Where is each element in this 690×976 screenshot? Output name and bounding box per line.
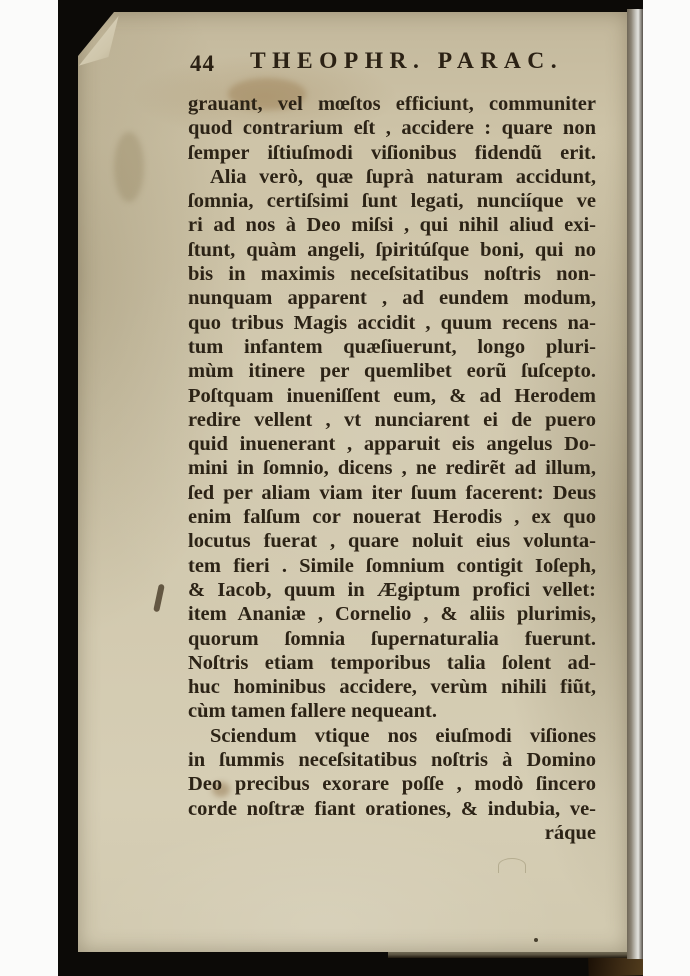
text-line: grauant, vel mœſtos efficiunt, communiter	[188, 93, 596, 115]
text-line: bis in maximis neceſsitatibus noſtris non-	[188, 263, 596, 286]
page-header	[188, 48, 596, 80]
text-line: & Iacob, quum in Ægiptum profici vellet:	[188, 578, 596, 601]
paper-fiber-mark	[498, 858, 526, 873]
text-line: mùm itinere per quemlibet eorũ ſuſcepto.	[188, 360, 596, 383]
text-line: ſtunt, quàm angeli, ſpiritúſque boni, qui no	[188, 238, 596, 261]
catchword: ráque	[544, 822, 596, 844]
scanner-background	[58, 0, 643, 976]
text-line: ri ad nos à Deo miſsi , qui nihil aliud exi-	[188, 214, 596, 237]
text-line: quo tribus Magis accidit , quum recens na-	[188, 311, 596, 334]
margin-ink-mark	[153, 584, 165, 613]
text-line: ſemper iſtiuſmodi viſionibus fidendũ erit.	[188, 141, 596, 164]
text-line: nunquam apparent , ad eundem modum,	[188, 287, 596, 310]
text-line: locutus fuerat , quare noluit eius volunta-	[188, 530, 596, 553]
text-line: huc hominibus accidere, verùm nihili fiũt,	[188, 676, 596, 699]
running-header: THEOPHR. PARAC.	[250, 48, 564, 74]
text-line: redire vellent , vt nunciarent ei de puero	[188, 408, 596, 431]
text-line: quod contrarium eſt , accidere : quare non	[188, 117, 596, 140]
paper-speck	[534, 938, 538, 942]
text-line: quorum ſomnia ſupernaturalia fuerunt.	[188, 627, 596, 650]
text-line: mini in ſomnio, dicens , ne redirẽt ad illum,	[188, 457, 596, 480]
page-number: 44	[190, 51, 215, 76]
book-page	[78, 12, 628, 952]
text-line: Alia verò, quæ ſuprà naturam accidunt,	[210, 165, 596, 188]
text-line: ſed per aliam viam iter ſuum facerent: Deus	[188, 481, 596, 504]
text-line: in ſummis neceſsitatibus noſtris à Domino	[188, 749, 596, 772]
text-line: Deo precibus exorare poſſe , modò ſincero	[188, 773, 596, 796]
text-line: ſomnia, certiſsimi ſunt legati, nunciíque ve	[188, 190, 596, 213]
paper-stain	[114, 132, 144, 202]
page-fore-edge	[627, 9, 643, 959]
text-line: quid inuenerant , apparuit eis angelus Do-	[188, 433, 596, 456]
text-line: Sciendum vtique nos eiuſmodi viſiones	[210, 724, 596, 747]
text-line: tem fieri . Simile ſomnium contigit Ioſeph,	[188, 554, 596, 577]
text-line: corde noſtræ fiant orationes, & indubia, ve-	[188, 797, 596, 820]
text-line: tum infantem quæſiuerunt, longo pluri-	[188, 335, 596, 358]
text-line: item Ananiæ , Cornelio , & aliis plurimis,	[188, 603, 596, 626]
text-line: Noſtris etiam temporibus talia ſolent ad-	[188, 651, 596, 674]
text-line: enim falſum cor nouerat Herodis , ex quo	[188, 506, 596, 529]
text-line: Poſtquam inueniſſent eum, & ad Herodem	[188, 384, 596, 407]
text-line: cùm tamen fallere nequeant.	[188, 700, 438, 723]
body-text	[188, 92, 596, 821]
